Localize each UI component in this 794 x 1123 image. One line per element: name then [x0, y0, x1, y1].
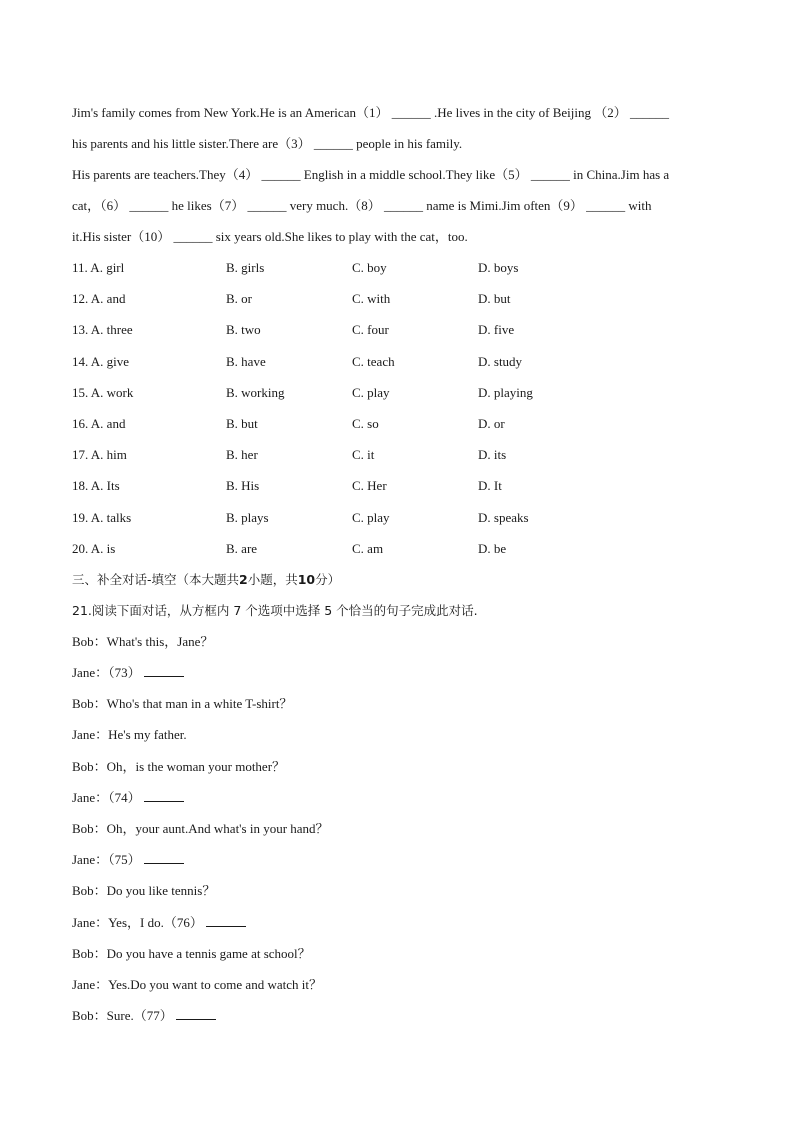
- option-row: [72, 505, 722, 536]
- option-row: [72, 473, 722, 504]
- passage-line: it.His sister（10） ______ six years old.She likes to play with the cat，too.: [72, 229, 468, 244]
- dialogue-line: [72, 660, 722, 691]
- dialogue-line: [72, 941, 722, 972]
- section-instruction: 21.阅读下面对话，从方框内 7 个选项中选择 5 个恰当的句子完成此对话.: [72, 602, 478, 618]
- option-a: 19. A. talks: [72, 509, 132, 525]
- option-b: B. plays: [226, 509, 269, 525]
- option-row: [72, 317, 722, 348]
- option-row: [72, 536, 722, 567]
- cloze-passage: [72, 100, 722, 255]
- passage-line: his parents and his little sister.There are（3） ______ people in his family.: [72, 136, 463, 151]
- dialogue-line: [72, 878, 722, 909]
- passage-line: His parents are teachers.They（4） ______ English in a middle school.They like（5） ______ in China.Jim has a: [72, 167, 670, 182]
- option-d: D. but: [478, 291, 511, 307]
- option-b: B. two: [226, 322, 261, 338]
- dialogue: [72, 629, 722, 1034]
- option-a: 18. A. Its: [72, 478, 120, 494]
- option-b: B. His: [226, 478, 260, 494]
- section-title-prefix: 三、补全对话-填空（本大题共: [72, 571, 240, 587]
- option-b: B. are: [226, 540, 258, 556]
- section-title-suffix: 分）: [315, 571, 341, 587]
- option-row: [72, 349, 722, 380]
- option-a: 13. A. three: [72, 322, 133, 338]
- section-title-mid: 小题，共: [247, 571, 298, 587]
- dialogue-text: Bob：Do you like tennis？: [72, 883, 216, 899]
- answer-blank: [144, 663, 184, 677]
- dialogue-text: Jane：He's my father.: [72, 727, 187, 743]
- dialogue-line: [72, 847, 722, 878]
- option-row: [72, 411, 722, 442]
- dialogue-line: [72, 785, 722, 816]
- option-d: D. study: [478, 353, 523, 369]
- option-a: 20. A. is: [72, 540, 116, 556]
- option-d: D. its: [478, 447, 507, 463]
- option-a: 15. A. work: [72, 384, 134, 400]
- dialogue-line: [72, 722, 722, 753]
- option-c: C. am: [352, 540, 384, 556]
- option-a: 17. A. him: [72, 447, 127, 463]
- dialogue-text: Bob：What's this，Jane？: [72, 633, 214, 649]
- dialogue-line: [72, 754, 722, 785]
- dialogue-text: Bob：Do you have a tennis game at school？: [72, 945, 311, 961]
- option-b: B. but: [226, 415, 258, 431]
- answer-blank: [144, 788, 184, 802]
- answer-blank: [144, 850, 184, 864]
- document-content: [72, 100, 722, 1034]
- dialogue-line: [72, 972, 722, 1003]
- dialogue-line: [72, 1003, 722, 1034]
- option-d: D. or: [478, 415, 505, 431]
- option-b: B. or: [226, 291, 252, 307]
- option-d: D. It: [478, 478, 502, 494]
- option-c: C. with: [352, 291, 391, 307]
- dialogue-text: Jane：（75）: [72, 852, 141, 868]
- dialogue-text: Jane：（73）: [72, 665, 141, 681]
- option-row: [72, 255, 722, 286]
- dialogue-text: Bob：Sure.（77）: [72, 1008, 173, 1024]
- option-a: 14. A. give: [72, 353, 130, 369]
- dialogue-text: Jane：（74）: [72, 789, 141, 805]
- dialogue-text: Jane：Yes.Do you want to come and watch it？: [72, 976, 322, 992]
- passage-line: Jim's family comes from New York.He is an American（1） ______ .He lives in the city of Beijing （2） ______: [72, 105, 670, 120]
- option-row: [72, 380, 722, 411]
- dialogue-text: Bob：Who's that man in a white T-shirt？: [72, 696, 293, 712]
- dialogue-line: [72, 629, 722, 660]
- options-list: [72, 255, 722, 567]
- option-c: C. Her: [352, 478, 387, 494]
- option-c: C. play: [352, 384, 390, 400]
- option-row: [72, 286, 722, 317]
- option-c: C. teach: [352, 353, 395, 369]
- option-c: C. play: [352, 509, 390, 525]
- option-b: B. have: [226, 353, 266, 369]
- dialogue-text: Bob：Oh，your aunt.And what's in your hand？: [72, 821, 329, 836]
- option-c: C. it: [352, 447, 375, 463]
- option-c: C. boy: [352, 260, 387, 275]
- option-d: D. speaks: [478, 509, 529, 525]
- answer-blank: [176, 1006, 216, 1020]
- option-a: 16. A. and: [72, 415, 126, 431]
- option-row: [72, 442, 722, 473]
- option-a: 11. A. girl: [72, 260, 125, 275]
- answer-blank: [206, 913, 246, 927]
- section-points: 10: [297, 571, 316, 587]
- section-question-count: 2: [239, 571, 248, 587]
- option-d: D. be: [478, 540, 507, 556]
- option-d: D. playing: [478, 384, 533, 400]
- section-title: [72, 567, 722, 598]
- dialogue-line: [72, 910, 722, 941]
- dialogue-line: [72, 816, 722, 847]
- option-b: B. her: [226, 447, 258, 463]
- option-a: 12. A. and: [72, 291, 126, 307]
- dialogue-line: [72, 691, 722, 722]
- option-d: D. boys: [478, 260, 519, 275]
- dialogue-text: Bob：Oh，is the woman your mother？: [72, 758, 286, 774]
- option-b: B. working: [226, 384, 285, 400]
- option-c: C. so: [352, 415, 379, 431]
- dialogue-text: Jane：Yes，I do.（76）: [72, 914, 203, 930]
- option-c: C. four: [352, 322, 389, 338]
- passage-line: cat，（6） ______ he likes（7） ______ very much.（8） ______ name is Mimi.Jim often（9） ______ with: [72, 198, 652, 213]
- option-b: B. girls: [226, 260, 265, 275]
- option-d: D. five: [478, 322, 515, 338]
